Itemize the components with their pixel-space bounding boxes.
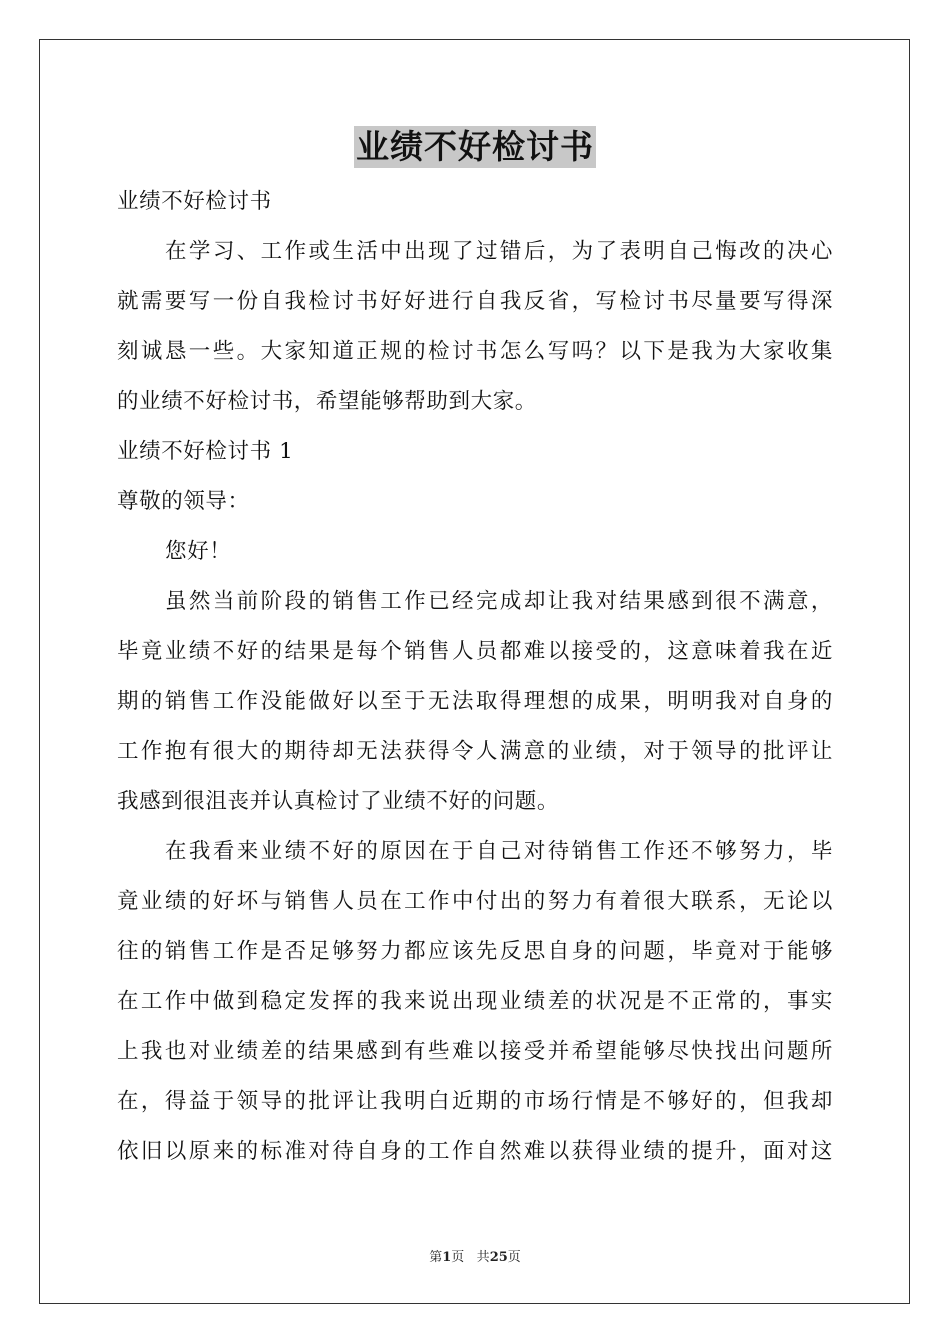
text-line: 您好！ <box>165 539 232 564</box>
footer-total-prefix: 共 <box>476 1250 490 1265</box>
text-line: 尊敬的领导： <box>117 489 250 514</box>
document-body <box>117 177 833 1177</box>
footer-current-page: 1 <box>442 1250 452 1265</box>
footer-page-prefix: 第 <box>429 1250 443 1265</box>
text-line: 在工作中做到稳定发挥的我来说出现业绩差的状况是不正常的，事实 <box>117 989 833 1014</box>
text-line: 期的销售工作没能做好以至于无法取得理想的成果，明明我对自身的 <box>117 689 833 714</box>
text-line: 工作抱有很大的期待却无法获得令人满意的业绩，对于领导的批评让 <box>117 739 833 764</box>
text-line: 毕竟业绩不好的结果是每个销售人员都难以接受的，这意味着我在近 <box>117 639 833 664</box>
footer-total-suffix: 页 <box>507 1250 521 1265</box>
text-line: 上我也对业绩差的结果感到有些难以接受并希望能够尽快找出问题所 <box>117 1039 833 1064</box>
text-line: 依旧以原来的标准对待自身的工作自然难以获得业绩的提升，面对这 <box>117 1139 833 1164</box>
footer-total-pages: 25 <box>489 1250 508 1265</box>
document-title: 业绩不好检讨书 <box>356 127 594 166</box>
text-line: 就需要写一份自我检讨书好好进行自我反省，写检讨书尽量要写得深 <box>117 289 833 314</box>
text-line: 的业绩不好检讨书，希望能够帮助到大家。 <box>117 389 537 414</box>
text-line: 在学习、工作或生活中出现了过错后，为了表明自己悔改的决心 <box>165 239 833 264</box>
text-line: 在我看来业绩不好的原因在于自己对待销售工作还不够努力，毕 <box>165 839 833 864</box>
text-line: 刻诚恳一些。大家知道正规的检讨书怎么写吗？以下是我为大家收集 <box>117 339 833 364</box>
text-line: 业绩不好检讨书 <box>117 189 272 214</box>
title-container <box>0 126 950 168</box>
footer-page-suffix: 页 <box>451 1250 465 1265</box>
text-line: 业绩不好检讨书 1 <box>117 439 294 464</box>
text-line: 往的销售工作是否足够努力都应该先反思自身的问题，毕竟对于能够 <box>117 939 833 964</box>
page-footer <box>0 1246 950 1265</box>
text-line: 我感到很沮丧并认真检讨了业绩不好的问题。 <box>117 789 560 814</box>
text-line: 在，得益于领导的批评让我明白近期的市场行情是不够好的，但我却 <box>117 1089 833 1114</box>
text-line: 虽然当前阶段的销售工作已经完成却让我对结果感到很不满意， <box>165 589 833 614</box>
text-line: 竟业绩的好坏与销售人员在工作中付出的努力有着很大联系，无论以 <box>117 889 833 914</box>
